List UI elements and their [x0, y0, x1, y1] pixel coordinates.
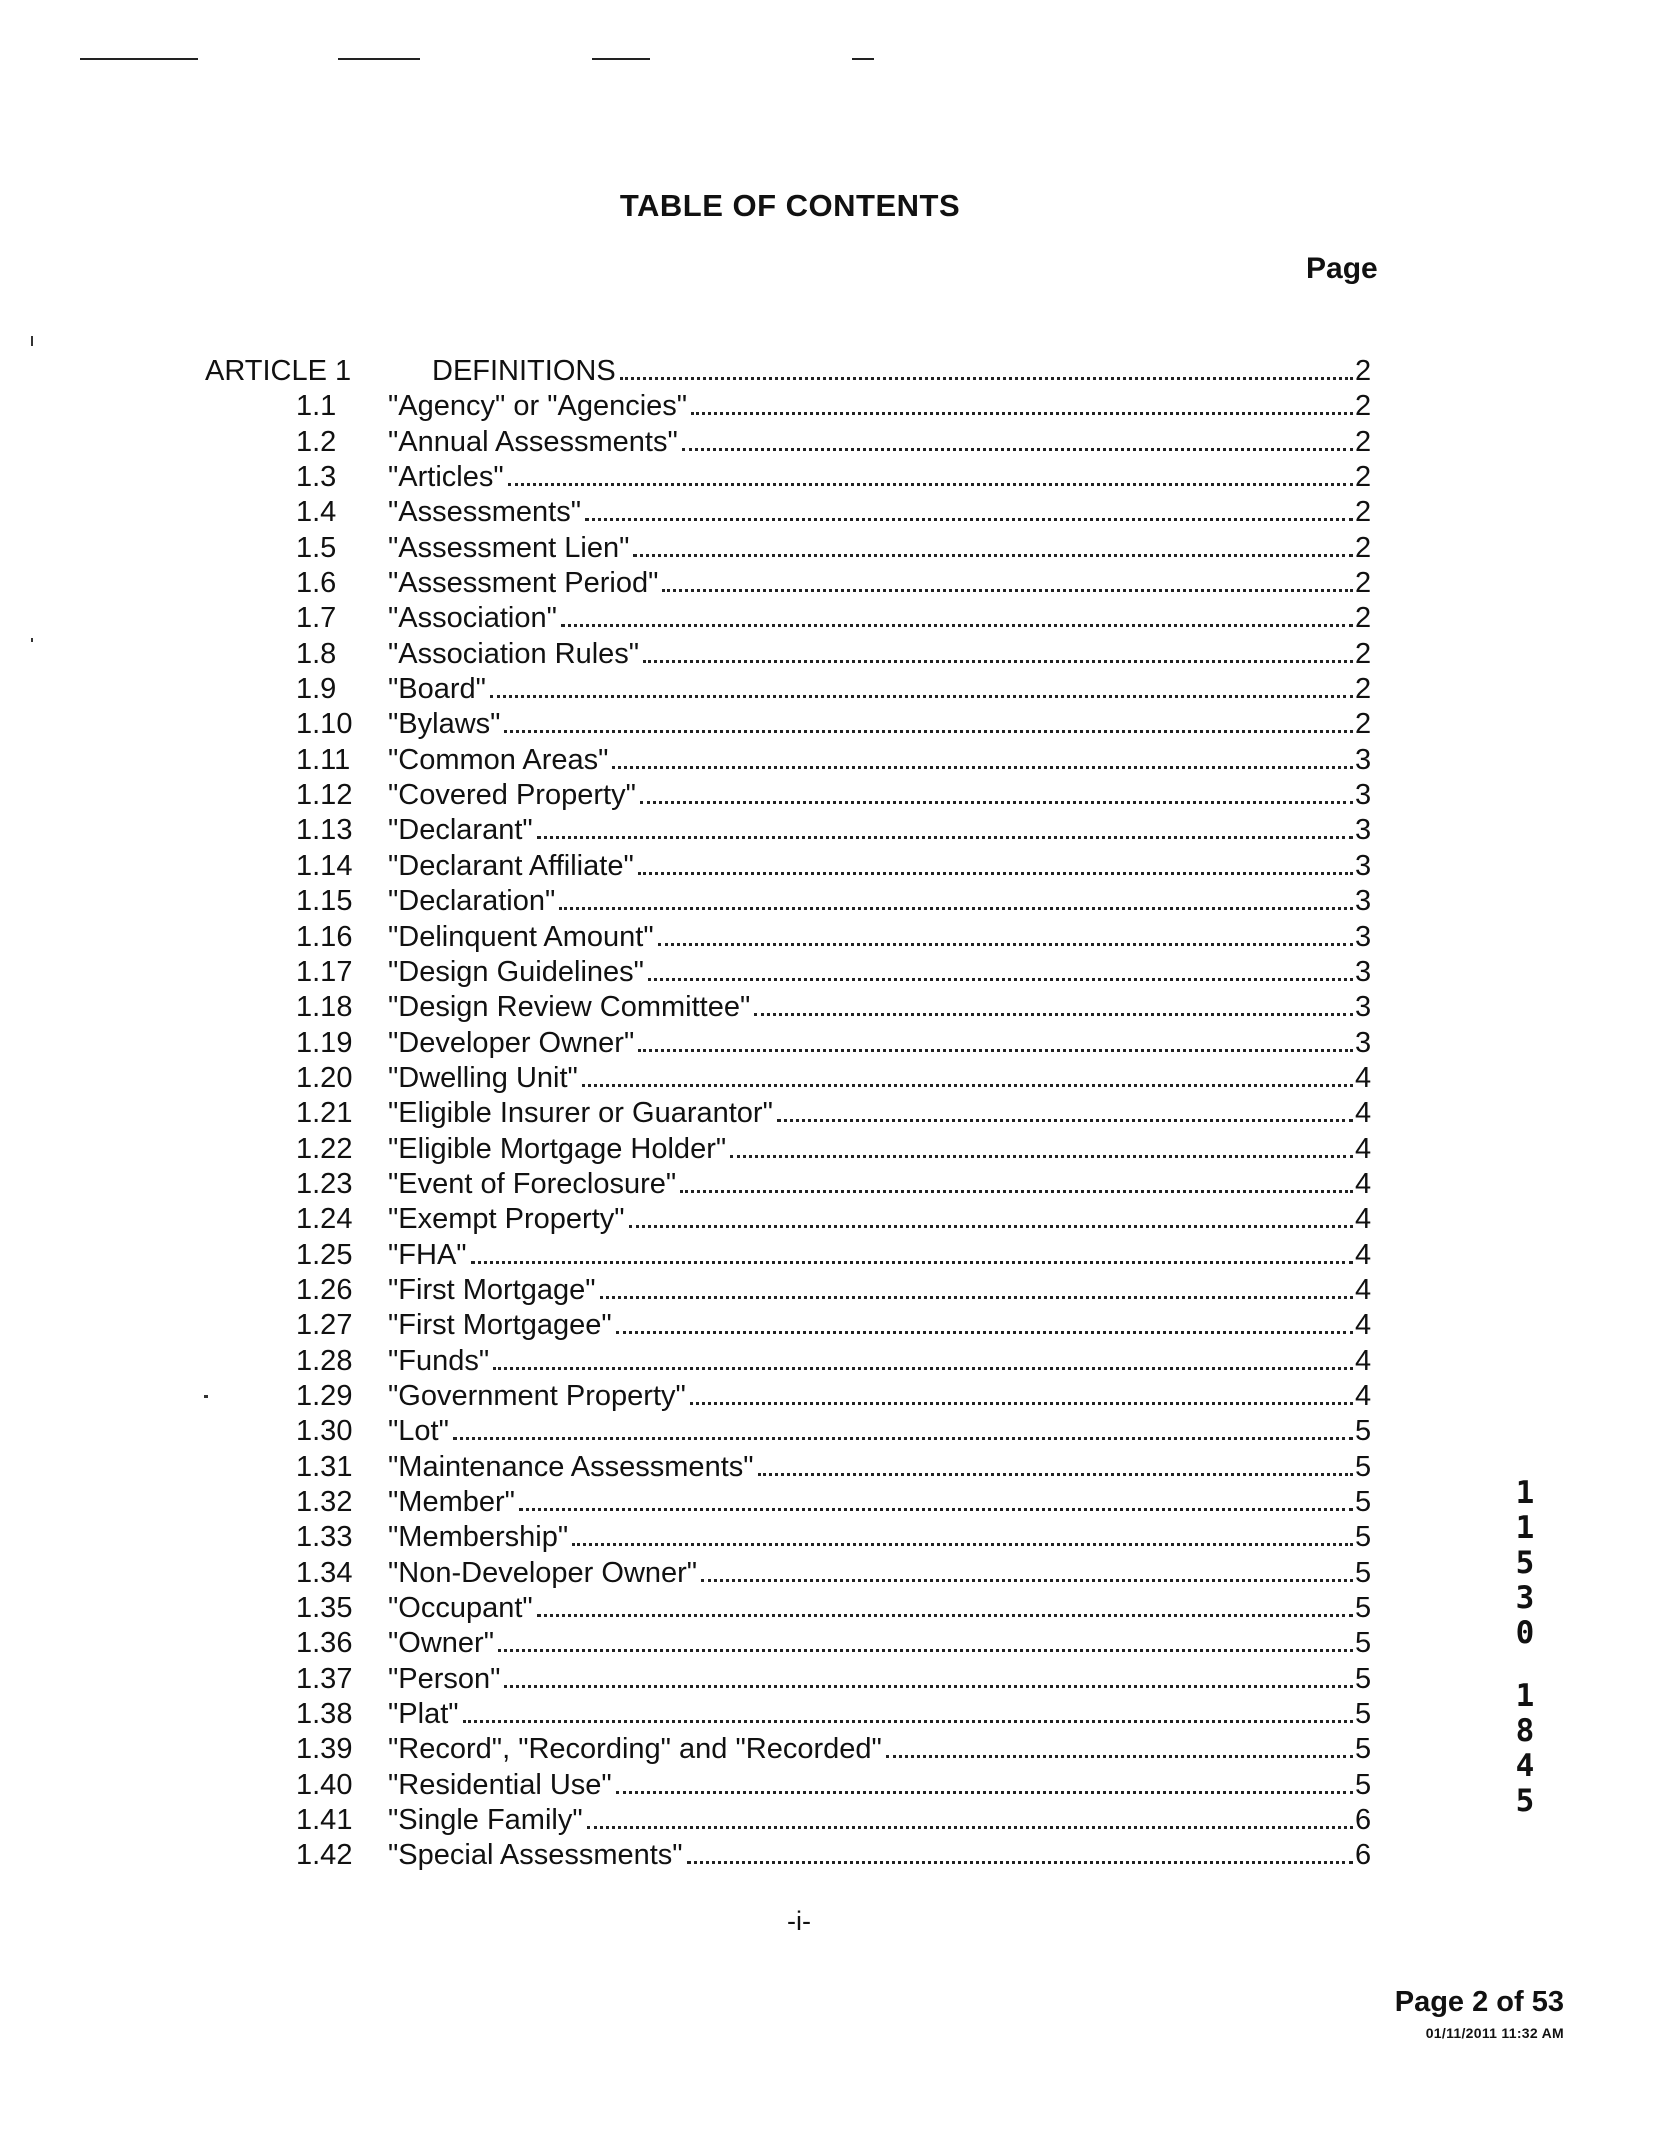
margin-digit: 0	[1515, 1615, 1535, 1651]
entry-page: 4	[1355, 1132, 1372, 1165]
entry-line	[388, 1202, 1373, 1237]
entry-number: 1.3	[296, 461, 337, 494]
entry-number: 1.34	[296, 1556, 353, 1589]
toc-entry	[0, 920, 1664, 955]
entry-line	[388, 1520, 1373, 1555]
entry-title: "Annual Assessments"	[388, 425, 682, 460]
toc-entry	[0, 1732, 1664, 1767]
entry-title: "Delinquent Amount"	[388, 920, 658, 955]
entry-title: "Non-Developer Owner"	[388, 1556, 701, 1591]
dot-leader	[633, 554, 1353, 557]
dot-leader	[658, 943, 1353, 946]
entry-title: "Membership"	[388, 1520, 572, 1555]
toc-entry	[0, 1132, 1664, 1167]
dot-leader	[587, 1826, 1353, 1829]
entry-page: 2	[1355, 461, 1372, 494]
entry-title: "Assessments"	[388, 495, 585, 530]
entry-number: 1.7	[296, 602, 337, 635]
entry-page: 2	[1355, 602, 1372, 635]
entry-page: 5	[1355, 1662, 1372, 1695]
dot-leader	[682, 448, 1353, 451]
entry-number: 1.20	[296, 1061, 353, 1094]
margin-digit: 1	[1515, 1510, 1535, 1546]
toc-entry	[0, 1414, 1664, 1449]
toc-entry	[0, 743, 1664, 778]
entry-line	[388, 1556, 1373, 1591]
dot-leader	[758, 1473, 1353, 1476]
page-of-count: Page 2 of 53	[1394, 1986, 1564, 2018]
toc-entry	[0, 1202, 1664, 1237]
entry-title: "Eligible Mortgage Holder"	[388, 1132, 730, 1167]
entry-line	[388, 1308, 1373, 1343]
entry-title: "FHA"	[388, 1238, 471, 1273]
entry-page: 2	[1355, 390, 1372, 423]
toc-entry	[0, 1167, 1664, 1202]
dot-leader	[519, 1508, 1353, 1511]
entry-line	[388, 849, 1373, 884]
entry-line	[388, 601, 1373, 636]
entry-page: 3	[1355, 991, 1372, 1024]
dot-leader	[490, 695, 1353, 698]
entry-page: 3	[1355, 955, 1372, 988]
dot-leader	[559, 907, 1353, 910]
toc-entry	[0, 1556, 1664, 1591]
stamp-timestamp: 01/11/2011 11:32 AM	[1425, 2025, 1564, 2041]
entry-title: "Board"	[388, 672, 490, 707]
dot-leader	[600, 1296, 1353, 1299]
entry-page: 3	[1355, 885, 1372, 918]
toc-entry	[0, 1803, 1664, 1838]
margin-digit: 3	[1515, 1580, 1535, 1616]
entry-title: "Eligible Insurer or Guarantor"	[388, 1096, 777, 1131]
dot-leader	[537, 1614, 1353, 1617]
entry-title: "Declarant Affiliate"	[388, 849, 638, 884]
entry-title: "Occupant"	[388, 1591, 537, 1626]
entry-title: "Declarant"	[388, 813, 537, 848]
entry-page: 5	[1355, 1698, 1372, 1731]
entry-page: 2	[1355, 531, 1372, 564]
entry-line	[388, 1450, 1373, 1485]
toc-entry	[0, 1697, 1664, 1732]
article-line	[432, 354, 1373, 389]
dot-leader	[572, 1543, 1353, 1546]
entry-line	[388, 990, 1373, 1025]
entry-title: "Special Assessments"	[388, 1838, 687, 1873]
article-page: 2	[1355, 355, 1372, 387]
entry-line	[388, 637, 1373, 672]
entry-page: 4	[1355, 1097, 1372, 1130]
entry-page: 5	[1355, 1733, 1372, 1766]
entry-page: 3	[1355, 779, 1372, 812]
toc-entry	[0, 1768, 1664, 1803]
dot-leader	[730, 1155, 1353, 1158]
article-number: ARTICLE 1	[205, 355, 352, 387]
margin-digit: 8	[1515, 1713, 1535, 1749]
dot-leader	[582, 1084, 1353, 1087]
dot-leader	[648, 978, 1353, 981]
entry-page: 5	[1355, 1521, 1372, 1554]
toc-entry	[0, 1485, 1664, 1520]
dot-leader	[537, 836, 1353, 839]
entry-page: 3	[1355, 1026, 1372, 1059]
toc-entry	[0, 566, 1664, 601]
entry-line	[388, 1485, 1373, 1520]
entry-number: 1.23	[296, 1167, 353, 1200]
dot-leader	[638, 872, 1353, 875]
entry-line	[388, 1132, 1373, 1167]
entry-line	[388, 1167, 1373, 1202]
entry-line	[388, 1838, 1373, 1873]
dot-leader	[561, 624, 1353, 627]
toc-entry	[0, 778, 1664, 813]
dot-leader	[662, 589, 1353, 592]
dot-leader	[504, 1685, 1353, 1688]
entry-page: 3	[1355, 814, 1372, 847]
entry-number: 1.31	[296, 1450, 353, 1483]
entry-title: "Funds"	[388, 1344, 493, 1379]
entry-page: 2	[1355, 673, 1372, 706]
entry-number: 1.18	[296, 991, 353, 1024]
entry-line	[388, 460, 1373, 495]
entry-page: 4	[1355, 1238, 1372, 1271]
dot-leader	[680, 1190, 1353, 1193]
top-rule-1	[80, 58, 198, 60]
entry-title: "Dwelling Unit"	[388, 1061, 582, 1096]
entry-line	[388, 1591, 1373, 1626]
entry-title: "Plat"	[388, 1697, 463, 1732]
entry-line	[388, 1061, 1373, 1096]
entry-title: "Common Areas"	[388, 743, 612, 778]
entry-page: 5	[1355, 1415, 1372, 1448]
entry-line	[388, 1344, 1373, 1379]
entry-number: 1.22	[296, 1132, 353, 1165]
entry-number: 1.39	[296, 1733, 353, 1766]
entry-title: "Bylaws"	[388, 707, 504, 742]
entry-line	[388, 778, 1373, 813]
dot-leader	[585, 518, 1353, 521]
entry-title: "Residential Use"	[388, 1768, 616, 1803]
entry-number: 1.14	[296, 849, 353, 882]
entry-line	[388, 1697, 1373, 1732]
entry-number: 1.5	[296, 531, 337, 564]
entry-title: "Declaration"	[388, 884, 559, 919]
toc-entry	[0, 1450, 1664, 1485]
toc-entry	[0, 389, 1664, 424]
toc-entry	[0, 1344, 1664, 1379]
entry-number: 1.1	[296, 390, 337, 423]
entry-line	[388, 672, 1373, 707]
entry-number: 1.2	[296, 425, 337, 458]
entry-title: "Assessment Period"	[388, 566, 662, 601]
entry-title: "Event of Foreclosure"	[388, 1167, 680, 1202]
dot-leader	[498, 1649, 1353, 1652]
entry-number: 1.11	[296, 743, 351, 776]
entry-number: 1.28	[296, 1344, 353, 1377]
entry-page: 4	[1355, 1379, 1372, 1412]
dot-leader	[616, 1791, 1353, 1794]
entry-title: "Association Rules"	[388, 637, 643, 672]
entry-page: 5	[1355, 1592, 1372, 1625]
margin-digit: 4	[1515, 1748, 1535, 1784]
entry-page: 2	[1355, 708, 1372, 741]
toc-entry	[0, 601, 1664, 636]
toc-entry	[0, 955, 1664, 990]
dot-leader	[640, 801, 1353, 804]
entry-line	[388, 1026, 1373, 1061]
toc-entry	[0, 495, 1664, 530]
dot-leader	[616, 1331, 1353, 1334]
margin-digit: 5	[1515, 1545, 1535, 1581]
dot-leader	[629, 1225, 1353, 1228]
entry-page: 5	[1355, 1450, 1372, 1483]
dot-leader	[886, 1755, 1353, 1758]
entry-line	[388, 1273, 1373, 1308]
entry-title: "Person"	[388, 1662, 504, 1697]
entry-page: 3	[1355, 849, 1372, 882]
entry-page: 4	[1355, 1273, 1372, 1306]
dot-leader	[493, 1367, 1353, 1370]
toc-entry	[0, 849, 1664, 884]
margin-digit: 1	[1515, 1678, 1535, 1714]
entry-line	[388, 1662, 1373, 1697]
entry-line	[388, 425, 1373, 460]
toc-entry	[0, 531, 1664, 566]
entry-number: 1.17	[296, 955, 353, 988]
entry-title: "Record", "Recording" and "Recorded"	[388, 1732, 886, 1767]
entry-number: 1.36	[296, 1627, 353, 1660]
entry-title: "Covered Property"	[388, 778, 640, 813]
toc-entry	[0, 1626, 1664, 1661]
entry-page: 4	[1355, 1203, 1372, 1236]
toc-entry	[0, 460, 1664, 495]
toc-entry	[0, 1379, 1664, 1414]
dot-leader	[643, 660, 1353, 663]
toc-article-entry	[0, 354, 1664, 389]
entry-page: 2	[1355, 567, 1372, 600]
entry-page: 2	[1355, 425, 1372, 458]
margin-gap	[1510, 1653, 1540, 1681]
entry-line	[388, 743, 1373, 778]
entry-title: "Association"	[388, 601, 561, 636]
toc-entry	[0, 1520, 1664, 1555]
entry-title: "First Mortgagee"	[388, 1308, 616, 1343]
entry-number: 1.25	[296, 1238, 353, 1271]
toc-entry	[0, 1308, 1664, 1343]
entry-number: 1.32	[296, 1486, 353, 1518]
toc-entry	[0, 1662, 1664, 1697]
entry-page: 5	[1355, 1556, 1372, 1589]
entry-title: "Maintenance Assessments"	[388, 1450, 758, 1485]
toc-entry	[0, 884, 1664, 919]
entry-number: 1.10	[296, 708, 353, 741]
dot-leader	[691, 412, 1353, 415]
entry-page: 2	[1355, 637, 1372, 670]
dot-leader	[690, 1402, 1353, 1405]
entry-number: 1.37	[296, 1662, 353, 1695]
toc-entry	[0, 1838, 1664, 1873]
entry-number: 1.12	[296, 779, 353, 812]
toc-entry	[0, 990, 1664, 1025]
toc-entry	[0, 425, 1664, 460]
entry-title: "Single Family"	[388, 1803, 587, 1838]
margin-recording-number	[1510, 1475, 1540, 1821]
footer-page-number: -i-	[787, 1906, 811, 1936]
toc-entry	[0, 672, 1664, 707]
entry-number: 1.30	[296, 1415, 353, 1448]
entry-number: 1.42	[296, 1839, 353, 1872]
dot-leader	[463, 1720, 1353, 1723]
entry-line	[388, 1732, 1373, 1767]
entry-page: 3	[1355, 743, 1372, 776]
entry-number: 1.21	[296, 1097, 353, 1130]
toc-title: TABLE OF CONTENTS	[619, 188, 961, 223]
toc-entry	[0, 813, 1664, 848]
entry-line	[388, 389, 1373, 424]
entry-number: 1.6	[296, 567, 337, 600]
entry-line	[388, 1768, 1373, 1803]
entry-page: 4	[1355, 1061, 1372, 1094]
entry-title: "Developer Owner"	[388, 1026, 638, 1061]
toc-entry	[0, 637, 1664, 672]
entry-line	[388, 1238, 1373, 1273]
entry-number: 1.13	[296, 814, 353, 847]
entry-page: 5	[1355, 1627, 1372, 1660]
entry-line	[388, 1096, 1373, 1131]
scan-mark-1	[31, 336, 33, 346]
entry-line	[388, 955, 1373, 990]
entry-page: 6	[1355, 1839, 1372, 1872]
entry-number: 1.9	[296, 673, 337, 706]
entry-number: 1.35	[296, 1592, 353, 1625]
entry-line	[388, 1414, 1373, 1449]
entry-line	[388, 1379, 1373, 1414]
entry-line	[388, 495, 1373, 530]
margin-digit: 1	[1515, 1475, 1535, 1511]
entry-title: "Lot"	[388, 1414, 453, 1449]
entry-page: 5	[1355, 1486, 1372, 1518]
entry-page: 4	[1355, 1309, 1372, 1342]
toc-entry	[0, 1096, 1664, 1131]
dot-leader	[471, 1261, 1353, 1264]
entry-title: "Exempt Property"	[388, 1202, 629, 1237]
entry-number: 1.4	[296, 496, 337, 529]
entry-line	[388, 920, 1373, 955]
dot-leader	[638, 1049, 1353, 1052]
toc-entry	[0, 1061, 1664, 1096]
entry-number: 1.24	[296, 1203, 353, 1236]
entry-page: 4	[1355, 1344, 1372, 1377]
entry-title: "Articles"	[388, 460, 508, 495]
entry-title: "Owner"	[388, 1626, 498, 1661]
toc-entry	[0, 1591, 1664, 1626]
dot-leader	[687, 1861, 1353, 1864]
entry-number: 1.33	[296, 1521, 353, 1554]
entry-number: 1.41	[296, 1804, 353, 1837]
entry-line	[388, 707, 1373, 742]
dot-leader	[612, 766, 1353, 769]
entry-line	[388, 1803, 1373, 1838]
page-stamp	[1395, 1986, 1564, 2041]
entry-title: "Design Guidelines"	[388, 955, 648, 990]
entry-line	[388, 884, 1373, 919]
entry-title: "Government Property"	[388, 1379, 690, 1414]
entry-number: 1.27	[296, 1309, 353, 1342]
dot-leader	[701, 1579, 1353, 1582]
entry-page: 2	[1355, 496, 1372, 529]
entry-title: "Member"	[388, 1485, 519, 1520]
entry-title: "Assessment Lien"	[388, 531, 633, 566]
entry-number: 1.26	[296, 1273, 353, 1306]
entry-number: 1.19	[296, 1026, 353, 1059]
page-column-header: Page	[1306, 252, 1378, 285]
toc-entry	[0, 1273, 1664, 1308]
entry-number: 1.38	[296, 1698, 353, 1731]
dot-leader	[508, 483, 1353, 486]
entry-number: 1.16	[296, 920, 353, 953]
toc-entry	[0, 1026, 1664, 1061]
toc-entry	[0, 707, 1664, 742]
entry-page: 5	[1355, 1768, 1372, 1801]
dot-leader	[777, 1119, 1353, 1122]
top-rule-2	[338, 58, 420, 60]
entry-title: "First Mortgage"	[388, 1273, 600, 1308]
entry-number: 1.40	[296, 1768, 353, 1801]
top-rule-4	[852, 58, 874, 60]
dot-leader	[453, 1437, 1353, 1440]
entry-title: "Design Review Committee"	[388, 990, 754, 1025]
entry-number: 1.15	[296, 885, 353, 918]
entry-line	[388, 531, 1373, 566]
toc-entry	[0, 1238, 1664, 1273]
entry-title: "Agency" or "Agencies"	[388, 389, 691, 424]
margin-digit: 5	[1515, 1783, 1535, 1819]
entry-line	[388, 1626, 1373, 1661]
article-title: DEFINITIONS	[432, 354, 620, 389]
dot-leader	[754, 1013, 1353, 1016]
entry-number: 1.8	[296, 637, 337, 670]
toc-list	[0, 354, 1664, 1874]
entry-page: 4	[1355, 1167, 1372, 1200]
top-rule-3	[592, 58, 650, 60]
dot-leader	[620, 377, 1353, 380]
entry-page: 3	[1355, 920, 1372, 953]
entry-page: 6	[1355, 1804, 1372, 1837]
entry-line	[388, 566, 1373, 601]
entry-line	[388, 813, 1373, 848]
dot-leader	[504, 730, 1353, 733]
entry-number: 1.29	[296, 1379, 353, 1412]
